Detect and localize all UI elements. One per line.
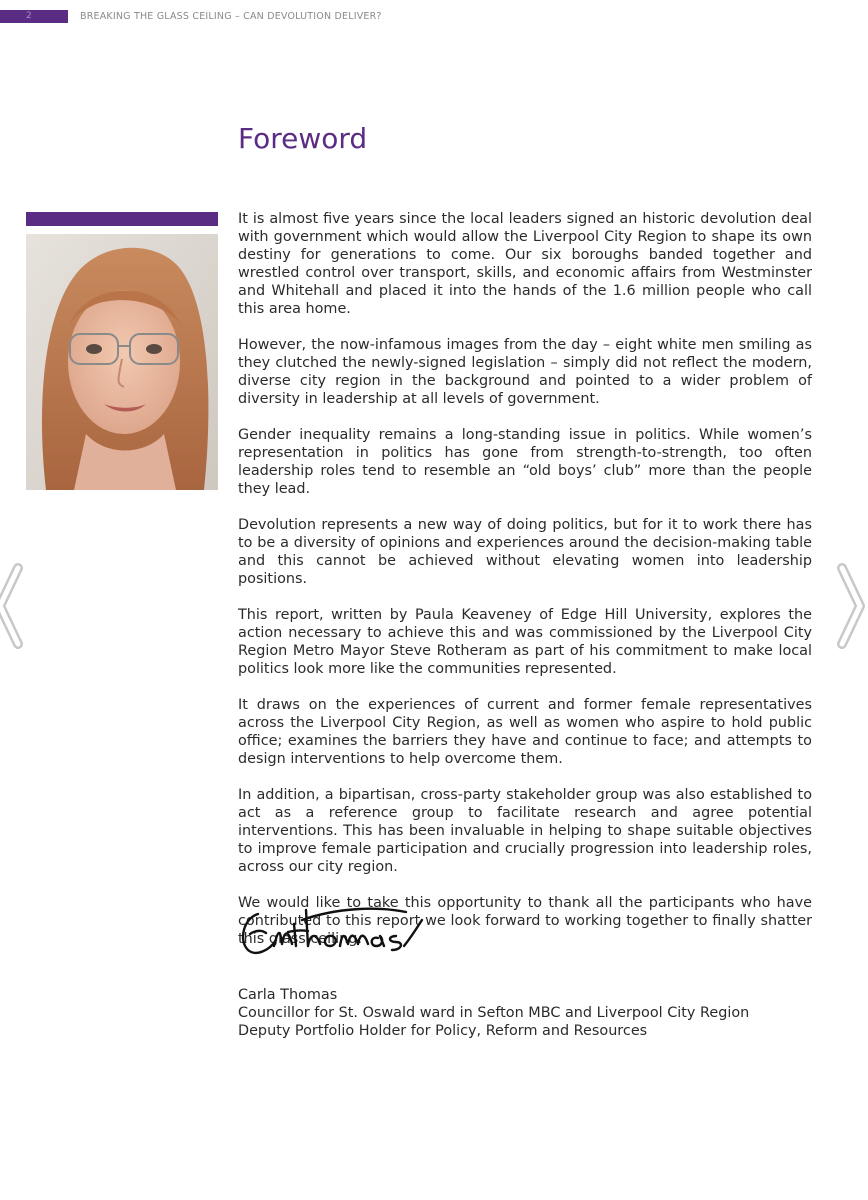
running-header: BREAKING THE GLASS CEILING – CAN DEVOLUTION DELIVER?	[80, 11, 382, 22]
chevron-left-icon	[0, 562, 26, 650]
paragraph: This report, written by Paula Keaveney of Edge Hill University, explores the action necessary to achieve this and was commissioned by the Liverpool City Region Metro Mayor Steve Rotheram as part of his commitment to make local politics look more like the communities represented.	[238, 607, 812, 677]
page-number-tab	[0, 10, 68, 23]
signatory-name: Carla Thomas	[238, 987, 338, 1003]
paragraph: It draws on the experiences of current and former female representatives across the Liverpool City Region, as well as women who aspire to hold public office; examines the barriers they have and continue to face; and attempts to design interventions to help overcome them.	[238, 697, 812, 767]
previous-page-button[interactable]	[0, 562, 26, 650]
paragraph: Devolution represents a new way of doing politics, but for it to work there has to be a diversity of opinions and experiences around the decision-making table and this cannot be achieved without elevating women into leadership positions.	[238, 517, 812, 587]
signatory-role: Deputy Portfolio Holder for Policy, Reform and Resources	[238, 1023, 648, 1039]
paragraph: We would like to take this opportunity to thank all the participants who have contributed to this report we look forward to working together to finally shatter this glass ceiling.	[238, 895, 812, 947]
paragraph: It is almost five years since the local leaders signed an historic devolution deal with government which would allow the Liverpool City Region to shape its own destiny for generations to come. Our six boroughs banded together and wrestled control over transport, skills, and economic affairs from Westminster and Whitehall and placed it into the hands of the 1.6 million people who call this area home.	[238, 211, 812, 317]
signatory-role: Councillor for St. Oswald ward in Sefton MBC and Liverpool City Region	[238, 1005, 750, 1021]
paragraph: In addition, a bipartisan, cross-party stakeholder group was also established to act as a reference group to facilitate research and agree potential interventions. This has been invaluable in helping to shape suitable objectives to improve female participation and crucially progression into leadership roles, across our city region.	[238, 787, 812, 875]
page-number: 2	[26, 11, 32, 21]
next-page-button[interactable]	[834, 562, 868, 650]
portrait-photo	[26, 234, 218, 490]
page-title: Foreword	[238, 122, 368, 155]
paragraph: However, the now-infamous images from the day – eight white men smiling as they clutched the newly-signed legislation – simply did not reflect the modern, diverse city region in the background and pointed to a wider problem of diversity in leadership at all levels of government.	[238, 337, 812, 407]
chevron-right-icon	[834, 562, 868, 650]
paragraph: Gender inequality remains a long-standing issue in politics. While women’s representation in politics has gone from strength-to-strength, too often leadership roles tend to resemble an “old boys’ club” more than the people they lead.	[238, 427, 812, 497]
foreword-body	[238, 210, 812, 966]
signatory-block	[238, 986, 749, 1040]
photo-accent-bar	[26, 212, 218, 226]
signature	[236, 900, 436, 964]
